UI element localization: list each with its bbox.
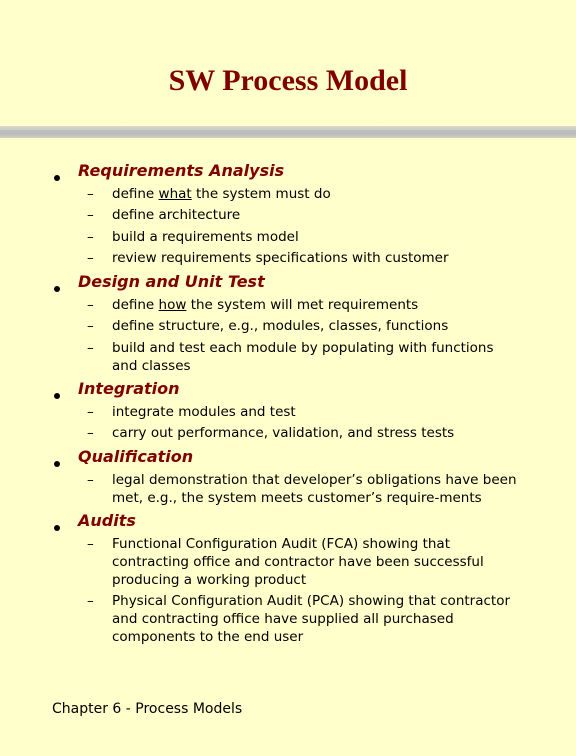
emphasis-text: how <box>158 297 187 313</box>
list-item: – define what the system must do <box>87 186 331 202</box>
list-item: – define structure, e.g., modules, classes, functions <box>87 318 449 334</box>
dash-marker: – <box>87 593 94 609</box>
dash-marker: – <box>87 297 94 313</box>
title-divider <box>0 126 576 138</box>
footer-chapter-label: Chapter 6 - Process Models <box>52 701 243 717</box>
list-item: – Functional Configuration Audit (FCA) showing that contracting office and contractor have been successful producing a working product <box>87 536 484 588</box>
bullet-dot <box>54 461 60 467</box>
section-heading-audits: Audits <box>78 511 136 530</box>
slide-title: SW Process Model <box>168 64 408 97</box>
dash-marker: – <box>87 207 94 223</box>
list-item: – build a requirements model <box>87 229 299 245</box>
section-heading-qualification: Qualification <box>78 447 194 466</box>
list-item: – carry out performance, validation, and stress tests <box>87 425 455 441</box>
bullet-dot <box>54 286 60 292</box>
dash-marker: – <box>87 229 94 245</box>
section-heading-requirements-analysis: Requirements Analysis <box>78 161 285 180</box>
dash-marker: – <box>87 425 94 441</box>
section-heading-design-and-unit-test: Design and Unit Test <box>78 272 265 291</box>
section-heading-integration: Integration <box>78 379 180 398</box>
dash-marker: – <box>87 318 94 334</box>
emphasis-text: what <box>158 186 192 202</box>
dash-marker: – <box>87 340 94 356</box>
dash-marker: – <box>87 186 94 202</box>
list-item: – legal demonstration that developer’s obligations have been met, e.g., the system meets customer’s require-ments <box>87 472 517 506</box>
dash-marker: – <box>87 536 94 552</box>
bullet-dot <box>54 175 60 181</box>
dash-marker: – <box>87 404 94 420</box>
dash-marker: – <box>87 472 94 488</box>
bullet-dot <box>54 393 60 399</box>
dash-marker: – <box>87 250 94 266</box>
list-item: – integrate modules and test <box>87 404 296 420</box>
list-item: – review requirements specifications with customer <box>87 250 449 266</box>
list-item: – define how the system will met requirements <box>87 297 419 313</box>
bullet-dot <box>54 525 60 531</box>
list-item: – build and test each module by populating with functions and classes <box>87 340 494 374</box>
list-item: – define architecture <box>87 207 241 223</box>
list-item: – Physical Configuration Audit (PCA) showing that contractor and contracting office have supplied all purchased components to the end user <box>87 593 511 645</box>
